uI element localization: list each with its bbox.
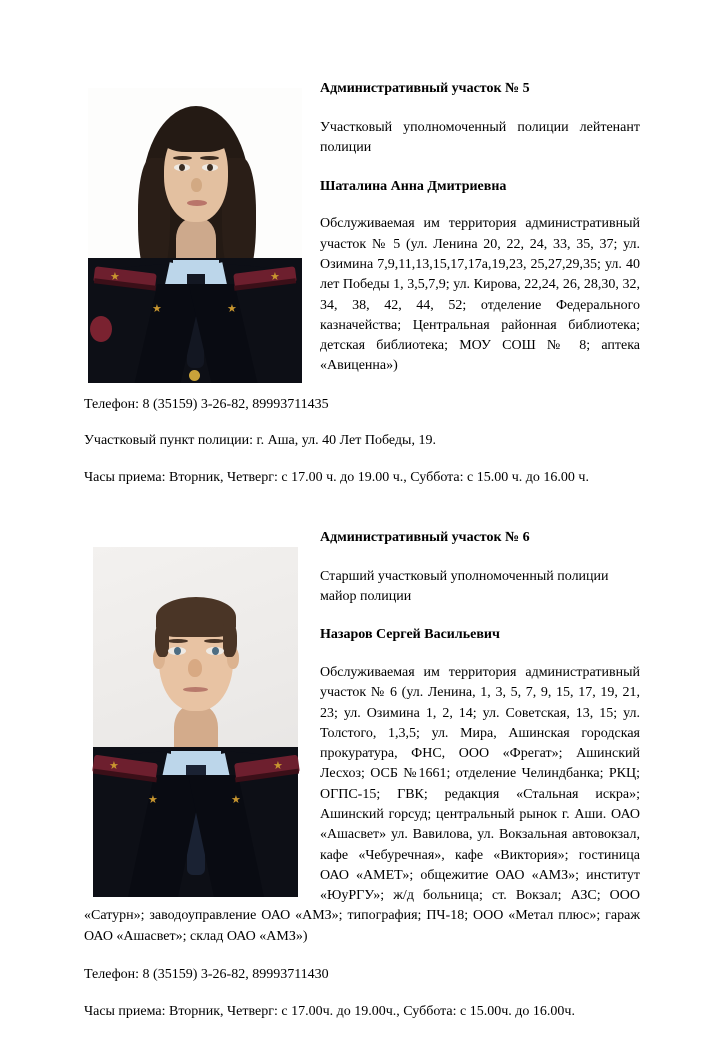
eye-right — [212, 647, 219, 655]
officer-hours-5: Часы приема: Вторник, Четверг: с 17.00 ч. до 19.00 ч., Суббота: с 15.00 ч. до 16.00 ч. — [84, 469, 589, 485]
officer-name-5: Шаталина Анна Дмитриевна — [320, 178, 507, 194]
nose-shape — [191, 178, 202, 192]
eyebrow-right — [204, 639, 225, 643]
officer-hours-6: Часы приема: Вторник, Четверг: с 17.00ч. до 19.00ч., Суббота: с 15.00ч. до 16.00ч. — [84, 1003, 575, 1019]
document-content — [84, 80, 640, 1038]
collar-insignia-right-icon: ★ — [227, 303, 237, 315]
sleeve-patch-icon — [90, 316, 112, 342]
eyebrow-right — [200, 156, 219, 160]
officer-territory-6: Обслуживаемая им территория административный участок № 6 (ул. Ленина, 1, 3, 5, 7, 9, 15, 17, 19, 21, 23; ул. Озимина 1, 2, 14; ул. Советская, 13, 15; ул. Толстого, 1,3,5; ул. Мира, Ашинская городская прокуратура, ФНС, ООО «Фрегат»; Ашинский Лесхоз; ОСБ №1661; отделение Челиндбанка; РКЦ; ОГПС-15; ГВК; редакция «Стальная искра»; Ашинский горсуд; центральный рынок г. Аши. ОАО «Ашасвет» ул. Вавилова, ул. Вокзальная автовокзал, кафе «Чебуречная», кафе «Виктория»; гостиница ОАО «АМЕТ»; общежитие ОАО «АМЗ»; институт «ЮуРГУ»; ж/д больница; ст. Вокзал; АЗС; ООО «Сатурн»; заводоуправление ОАО «АМЗ»; типография; ПЧ-18; ООО «Метал плюс»; гараж ОАО «Ашасвет»; склад ОАО «АМЗ») — [84, 664, 640, 944]
portrait-female-officer — [88, 88, 302, 383]
section-title-5: Административный участок № 5 — [320, 81, 530, 96]
officer-block-6 — [84, 529, 640, 1022]
officer-block-5 — [84, 80, 640, 488]
jacket-button — [189, 370, 200, 381]
collar-insignia-right-icon: ★ — [231, 793, 241, 806]
shoulder-star-right-icon: ★ — [270, 271, 280, 283]
hair-side-right — [223, 623, 237, 657]
officer-photo-5 — [88, 88, 302, 383]
eyebrow-left — [173, 156, 192, 160]
shoulder-star-right-icon: ★ — [273, 759, 283, 772]
mouth-shape — [183, 687, 208, 692]
eye-left — [174, 647, 181, 655]
officer-phone-6: Телефон: 8 (35159) 3-26-82, 89993711430 — [84, 967, 329, 983]
officer-office-5: Участковый пункт полиции: г. Аша, ул. 40 Лет Победы, 19. — [84, 433, 436, 449]
block-separator — [84, 505, 640, 529]
collar-insignia-left-icon: ★ — [148, 793, 158, 806]
officer-phone-5: Телефон: 8 (35159) 3-26-82, 89993711435 — [84, 396, 329, 412]
officer-position-6: Старший участковый уполномоченный полиции майор полиции — [320, 568, 609, 605]
shoulder-star-left-icon: ★ — [109, 759, 119, 772]
section-title-6: Административный участок № 6 — [320, 529, 530, 545]
portrait-male-officer — [93, 547, 298, 897]
mouth-shape — [187, 200, 207, 206]
eye-right — [207, 164, 213, 171]
hair-fringe — [161, 118, 231, 152]
officer-photo-6 — [93, 547, 298, 897]
eyebrow-left — [167, 639, 188, 643]
officer-territory-5: Обслуживаемая им территория административный участок № 5 (ул. Ленина 20, 22, 24, 33, 35, 37; ул. Озимина 7,9,11,13,15,17,17а,19,23, 25,27,29,35; ул. 40 лет Победы 1, 3,5,7,9; ул. Кирова, 22,24, 26, 28,30, 32, 34, 38, 42, 44, 52; отделение Федерального казначейства; Центральная районная библиотека; детская библиотека; МОУ СОШ № 8; аптека «Авиценна») — [320, 216, 640, 374]
nose-shape — [188, 659, 202, 677]
shoulder-star-left-icon: ★ — [110, 271, 120, 283]
officer-position-5: Участковый уполномоченный полиции лейтенант полиции — [320, 120, 640, 156]
collar-insignia-left-icon: ★ — [152, 303, 162, 315]
officer-name-6: Назаров Сергей Васильевич — [320, 627, 500, 643]
eye-left — [179, 164, 185, 171]
